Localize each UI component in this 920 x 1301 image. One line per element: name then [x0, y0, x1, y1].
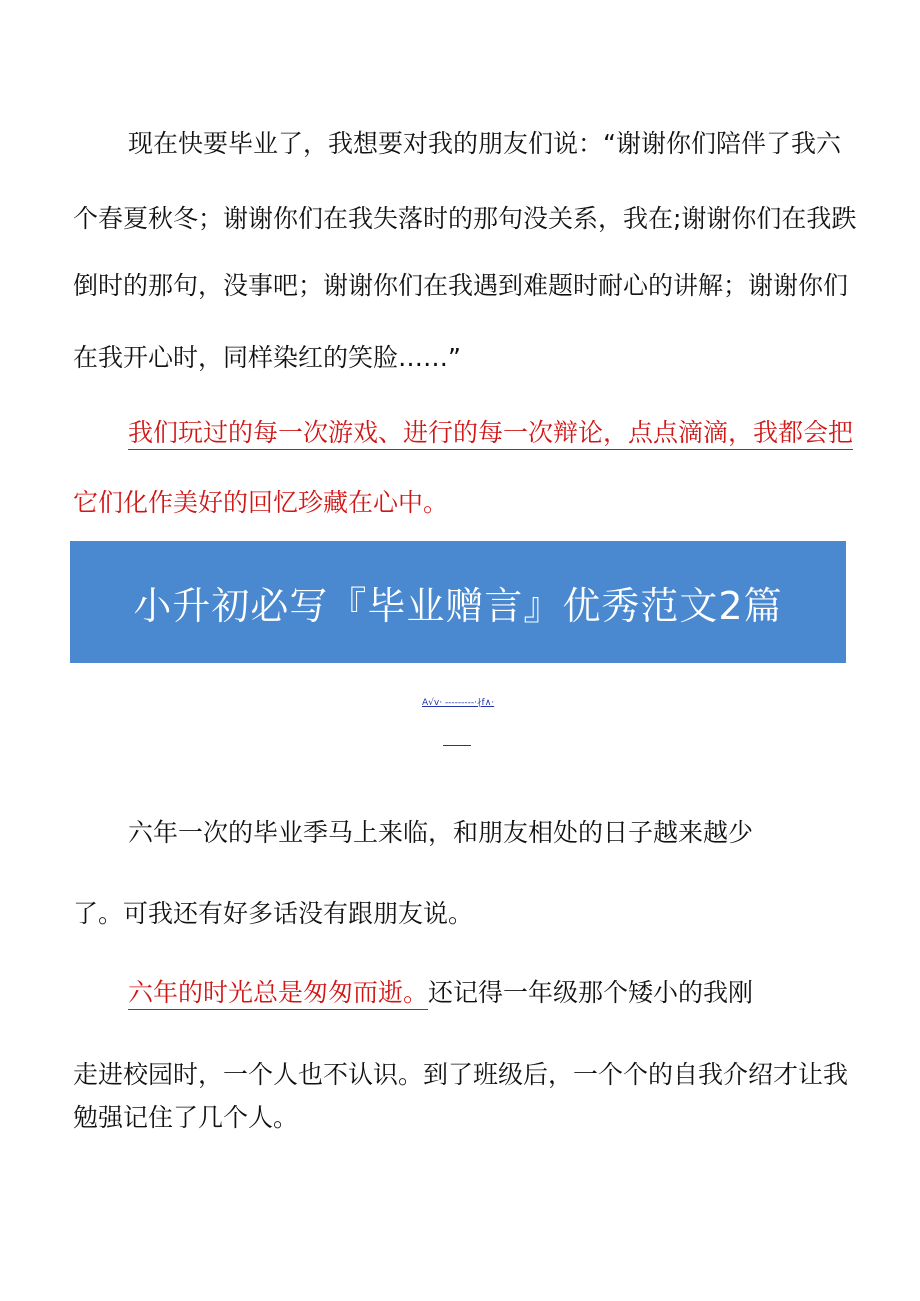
- small-link-bar: [443, 745, 471, 746]
- paragraph-2-line-2: 它们化作美好的回忆珍藏在心中。: [73, 488, 449, 517]
- paragraph-3-line-2: 了。可我还有好多话没有跟朋友说。: [73, 899, 474, 928]
- paragraph-4-line-1: [128, 976, 848, 1010]
- paragraph-4-line-1-rest: 还记得一年级那个矮小的我刚: [428, 978, 754, 1007]
- paragraph-1-line-3: 倒时的那句，没事吧；谢谢你们在我遇到难题时耐心的讲解；谢谢你们: [73, 271, 849, 300]
- paragraph-1-line-2: 个春夏秋冬；谢谢你们在我失落时的那句没关系，我在;谢谢你们在我跌: [73, 204, 857, 233]
- paragraph-3-line-1: 六年一次的毕业季马上来临，和朋友相处的日子越来越少: [128, 818, 754, 847]
- paragraph-4-highlight: 六年的时光总是匆匆而逝。: [128, 978, 428, 1010]
- paragraph-2-line-1: [128, 416, 854, 450]
- paragraph-2-line-1-text: 我们玩过的每一次游戏、进行的每一次辩论，点点滴滴，我都会把: [128, 418, 853, 450]
- paragraph-1-line-1: 现在快要毕业了，我想要对我的朋友们说：“谢谢你们陪伴了我六: [128, 129, 841, 158]
- paragraph-4-line-2: 走进校园时，一个人也不认识。到了班级后，一个个的自我介绍才让我: [73, 1060, 849, 1089]
- small-link-text[interactable]: A√v· ---------·∤f∧·: [422, 698, 495, 708]
- paragraph-4-line-3: 勉强记住了几个人。: [73, 1103, 299, 1132]
- title-banner: [70, 541, 846, 663]
- banner-title: 小升初必写『毕业赠言』优秀范文2篇: [133, 583, 783, 628]
- paragraph-1-line-4: 在我开心时，同样染红的笑脸……”: [73, 343, 461, 372]
